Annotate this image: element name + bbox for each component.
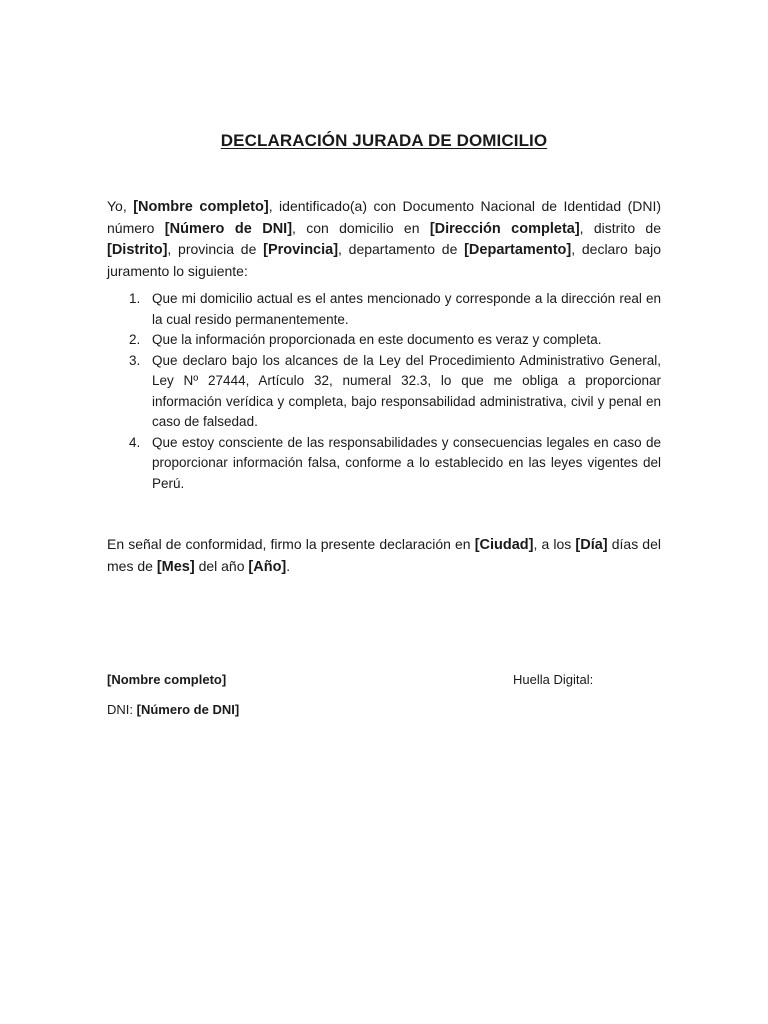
list-item-number: 4. bbox=[129, 434, 141, 450]
placeholder-anio: [Año] bbox=[248, 558, 287, 575]
list-item-text: Que estoy consciente de las responsabilidades y consecuencias legales en caso de proporcionar información falsa, conforme a lo establecido en las leyes vigentes del Perú. bbox=[152, 434, 661, 491]
placeholder-dni: [Número de DNI] bbox=[164, 220, 293, 237]
closing-text-4: del año bbox=[194, 557, 249, 574]
intro-text-5: , provincia de bbox=[167, 241, 264, 257]
placeholder-nombre: [Nombre completo] bbox=[133, 199, 269, 215]
intro-text-7: , declaro bajo juramento lo siguiente: bbox=[107, 241, 661, 279]
declarations-list bbox=[107, 289, 661, 494]
closing-text-1: En señal de conformidad, firmo la presente declaración en bbox=[107, 536, 475, 552]
intro-text-4: , distrito de bbox=[579, 219, 662, 236]
placeholder-ciudad: [Ciudad] bbox=[474, 537, 534, 553]
dni-value: [Número de DNI] bbox=[136, 702, 240, 717]
list-item-text: Que declaro bajo los alcances de la Ley del Procedimiento Administrativo General, Ley Nº 27444, Artículo 32, numeral 32.3, lo que me obliga a proporcionar información verídica y completa, bajo responsabilidad administrativa, civil y penal en caso de falsedad. bbox=[152, 352, 661, 429]
closing-text-5: . bbox=[286, 557, 291, 574]
list-item-number: 3. bbox=[129, 352, 141, 368]
placeholder-mes: [Mes] bbox=[156, 558, 195, 575]
list-item bbox=[107, 330, 661, 351]
intro-paragraph bbox=[107, 196, 661, 281]
list-item bbox=[107, 351, 661, 433]
placeholder-departamento: [Departamento] bbox=[464, 242, 572, 258]
list-item bbox=[107, 289, 661, 330]
closing-text-2: , a los bbox=[533, 536, 576, 552]
placeholder-direccion: [Dirección completa] bbox=[429, 220, 580, 237]
intro-text-2: , identificado(a) con Documento Nacional de Identidad (DNI) número bbox=[107, 198, 662, 236]
intro-text-6: , departamento de bbox=[338, 241, 465, 257]
closing-paragraph bbox=[107, 534, 661, 577]
signature-dni bbox=[107, 702, 239, 717]
list-item-text: Que la información proporcionada en este documento es veraz y completa. bbox=[152, 332, 602, 347]
placeholder-distrito: [Distrito] bbox=[107, 242, 168, 258]
closing-text-3: días del mes de bbox=[107, 536, 661, 574]
list-item-number: 1. bbox=[129, 291, 141, 306]
document-title: DECLARACIÓN JURADA DE DOMICILIO bbox=[220, 131, 548, 150]
list-item bbox=[107, 433, 661, 495]
intro-text-1: Yo, bbox=[107, 198, 134, 214]
list-item-number: 2. bbox=[129, 332, 141, 347]
placeholder-dia: [Día] bbox=[575, 537, 608, 553]
placeholder-provincia: [Provincia] bbox=[263, 242, 339, 258]
dni-label: DNI: bbox=[107, 702, 137, 717]
fingerprint-label: Huella Digital: bbox=[513, 672, 594, 687]
list-item-text: Que mi domicilio actual es el antes mencionado y corresponde a la dirección real en la cual resido permanentemente. bbox=[152, 291, 661, 327]
intro-text-3: , con domicilio en bbox=[292, 219, 430, 236]
signature-name: [Nombre completo] bbox=[107, 672, 227, 687]
